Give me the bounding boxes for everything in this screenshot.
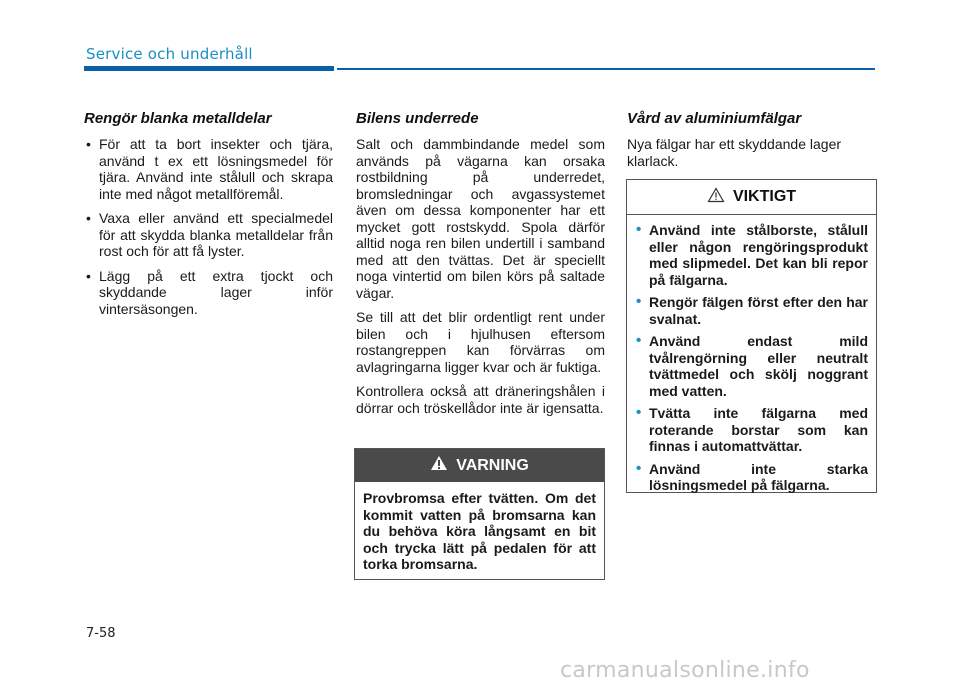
heading-alloy-wheels: Vård av aluminiumfälgar [627, 110, 802, 127]
list-item: • Använd endast mild tvålrengörning eller neutralt tvättmedel och skölj noggrant med vatten. [635, 333, 868, 399]
list-item: • Vaxa eller använd ett specialmedel för att skydda blanka metalldelar från rost och för att få lyster. [84, 210, 333, 260]
header-rule-thin [337, 68, 875, 70]
important-list [627, 215, 876, 494]
important-header [627, 180, 876, 215]
list-item: • Rengör fälgen först efter den har svalnat. [635, 294, 868, 327]
page-number: 7-58 [86, 626, 116, 641]
important-box [626, 179, 877, 493]
heading-underbody: Bilens underrede [356, 110, 479, 127]
list-item: • Använd inte starka lösningsmedel på fälgarna. [635, 461, 868, 494]
list-item: • Tvätta inte fälgarna med roterande borstar som kan finnas i automattvättar. [635, 405, 868, 455]
list-item: • Använd inte stålborste, stålull eller någon rengöringsprodukt med slipmedel. Det kan bli repor på fälgarna. [635, 222, 868, 288]
paragraph: Se till att det blir ordentligt rent under bilen och i hjulhusen eftersom rostangreppen kan förvärras om avlagringarna ligger kvar och är fuktiga. [356, 309, 605, 375]
warning-triangle-icon [430, 455, 456, 476]
caution-triangle-icon [707, 187, 733, 208]
header-rule-thick [84, 66, 334, 71]
heading-metal-parts: Rengör blanka metalldelar [84, 110, 272, 127]
section-title: Service och underhåll [86, 45, 253, 63]
list-item: • För att ta bort insekter och tjära, använd t ex ett lösningsmedel för tjära. Använd inte stålull och skrapa inte med något metallföremål. [84, 136, 333, 202]
warning-title: VARNING [456, 456, 529, 474]
warning-text: Provbromsa efter tvätten. Om det kommit vatten på bromsarna kan du behöva köra långsamt en bit och trycka lätt på pedalen för att torka bromsarna. [363, 490, 596, 572]
paragraph: Nya fälgar har ett skyddande lager klarlack. [627, 136, 842, 169]
paragraph: Salt och dammbindande medel som används på vägarna kan orsaka rostbildning på underredet, bromsledningar och avgassystemet även om dessa komponenter har ett mycket gott rostskydd. Spola därför alltid noga ren bilen undertill i samband med att den tvättas. Det är speciellt noga vintertid om bilen körs på saltade vägar. [356, 136, 605, 301]
column-underbody [356, 110, 605, 424]
metal-parts-list [84, 136, 333, 317]
paragraph: Kontrollera också att dräneringshålen i dörrar och tröskellådor inte är igensatta. [356, 383, 605, 416]
list-item: • Lägg på ett extra tjockt och skyddande lager inför vintersäsongen. [84, 268, 333, 318]
important-title: VIKTIGT [732, 188, 797, 205]
column-metal-parts [84, 110, 333, 325]
watermark: carmanualsonline.info [560, 658, 810, 683]
warning-header [355, 449, 604, 482]
column-alloy-wheels [627, 110, 876, 177]
warning-box [354, 448, 605, 580]
